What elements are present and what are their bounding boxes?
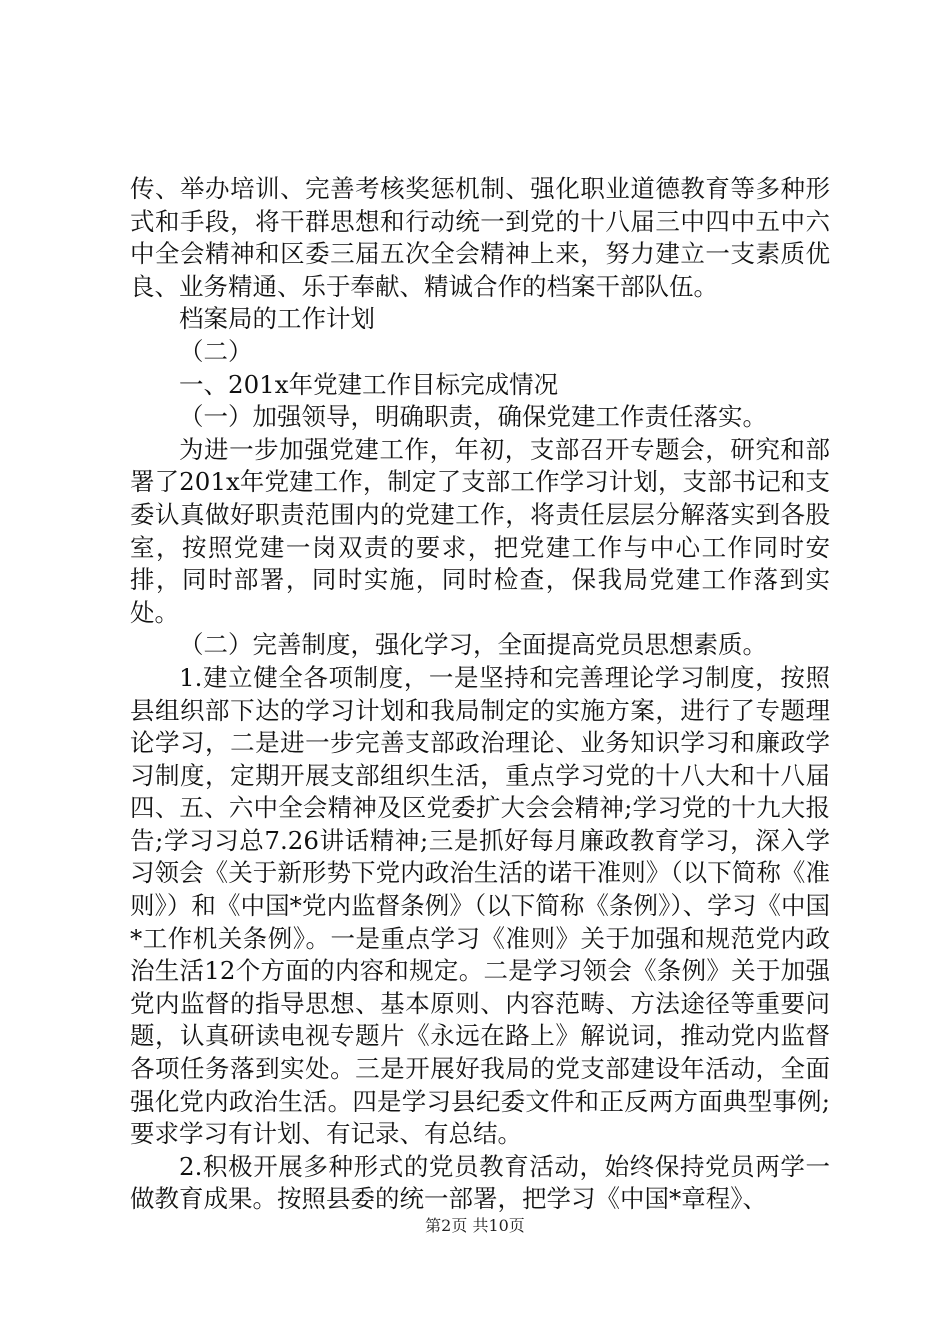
- page-footer: 第2页 共10页: [425, 1216, 525, 1235]
- subsection-heading-1: （一）加强领导，明确职责，确保党建工作责任落实。: [179, 402, 767, 432]
- paragraph-continuation: 传、举办培训、完善考核奖惩机制、强化职业道德教育等多种形式和手段，将干群思想和行动统一到党的十八届三中四中五中六中全会精神和区委三届五次全会精神上来，努力建立一支素质优良、业务精通、乐于奉献、精诚合作的档案干部队伍。: [130, 174, 830, 301]
- document-body: [130, 173, 830, 1216]
- paragraph-item-1: 1.建立健全各项制度，一是坚持和完善理论学习制度，按照县组织部下达的学习计划和我局制定的实施方案，进行了专题理论学习，二是进一步完善支部政治理论、业务知识学习和廉政学习制度，定期开展支部组织生活，重点学习党的十八大和十八届四、五、六中全会精神及区党委扩大会会精神;学习党的十九大报告;学习习总7.26讲话精神;三是抓好每月廉政教育学习，深入学习领会《关于新形势下党内政治生活的诺干准则》（以下简称《准则》）和《中国*党内监督条例》（以下简称《条例》）、学习《中国*工作机关条例》。一是重点学习《准则》关于加强和规范党内政治生活12个方面的内容和规定。二是学习领会《条例》关于加强党内监督的指导思想、基本原则、内容范畴、方法途径等重要问题，认真研读电视专题片《永远在路上》解说词，推动党内监督各项任务落到实处。三是开展好我局的党支部建设年活动，全面强化党内政治生活。四是学习县纪委文件和正反两方面典型事例;要求学习有计划、有记录、有总结。: [130, 662, 830, 1149]
- paragraph-party-building: 为进一步加强党建工作，年初，支部召开专题会，研究和部署了201x年党建工作，制定了支部工作学习计划，支部书记和支委认真做好职责范围内的党建工作，将责任层层分解落实到各股室，按照党建一岗双责的要求，把党建工作与中心工作同时安排，同时部署，同时实施，同时检查，保我局党建工作落到实处。: [130, 434, 830, 627]
- paragraph-item-2: 2.积极开展多种形式的党员教育活动，始终保持党员两学一做教育成果。按照县委的统一部署，把学习《中国*章程》、: [130, 1151, 830, 1214]
- document-subtitle: 档案局的工作计划: [179, 304, 375, 334]
- section-number: （二）: [179, 336, 253, 366]
- subsection-heading-2: （二）完善制度，强化学习，全面提高党员思想素质。: [179, 630, 767, 660]
- section-heading: 一、201x年党建工作目标完成情况: [179, 369, 559, 399]
